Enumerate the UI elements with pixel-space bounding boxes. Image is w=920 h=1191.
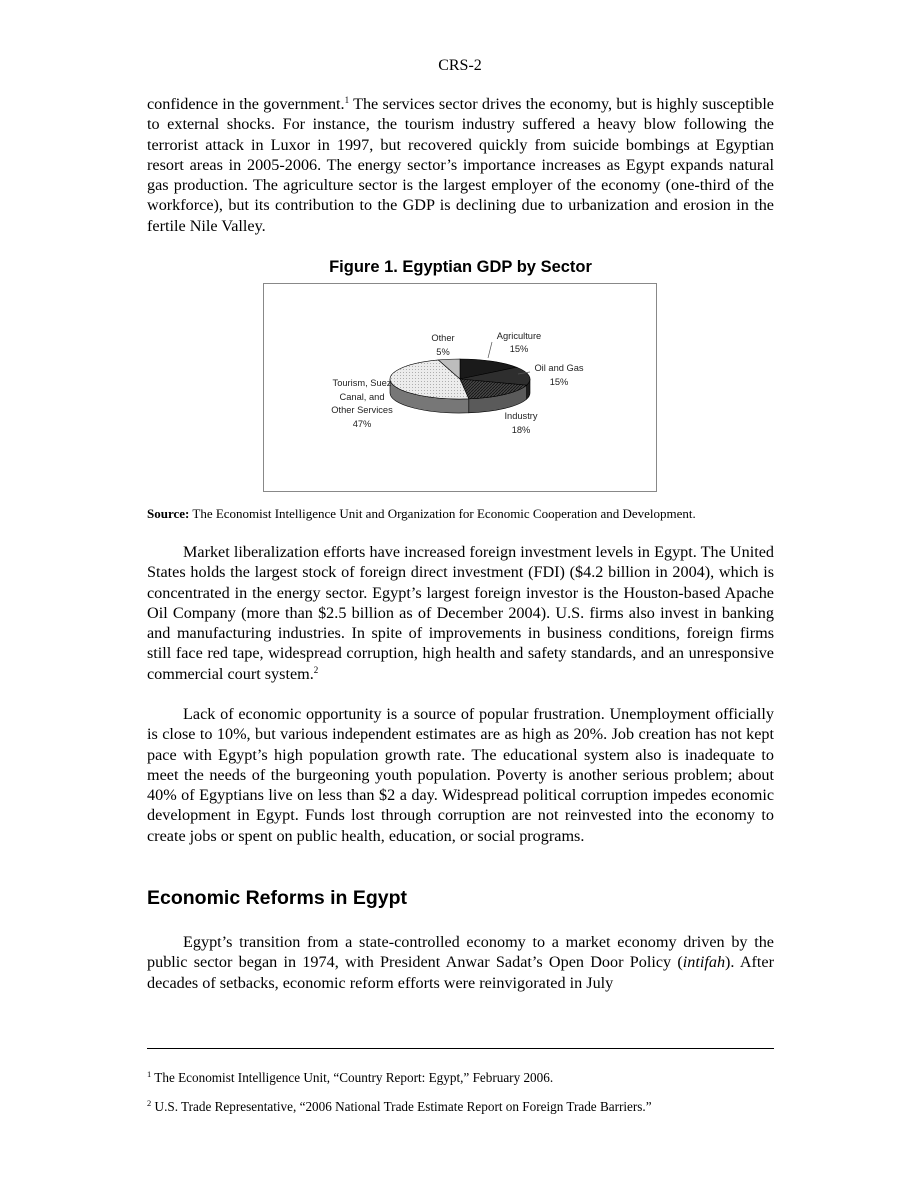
label-agriculture-name: Agriculture xyxy=(496,331,542,341)
paragraph-economic-opportunity: Lack of economic opportunity is a source of popular frustration. Unemployment officially is close to 10%, but various independent estimates are as high as 20%. Job creation has not kept pace with Egypt’s high population growth rate. The educational system also is inadequate to meet the needs of the burgeoning youth population. Poverty is another serious problem; about 40% of Egyptians live on less than $2 a day. Widespread political corruption impedes economic development in Egypt. Funds lost through corruption are not reinvested into the economy to create jobs or spent on public health, education, or social programs. xyxy=(147,705,774,845)
label-oil-gas-name: Oil and Gas xyxy=(534,363,584,373)
paragraph-text: Egypt’s transition from a state-controlled economy to a market economy driven by the public sector began in 1974, with President Anwar Sadat’s Open Door Policy ( xyxy=(147,933,774,972)
source-label: Source: xyxy=(147,506,190,521)
footnote-mark: 1 xyxy=(147,1069,152,1079)
paragraph-text: Market liberalization efforts have increased foreign investment levels in Egypt. The United States holds the largest stock of foreign direct investment (FDI) ($4.2 billion in 2004), which is concentrated in the energy sector. Egypt’s largest foreign investor is the Houston-based Apache Oil Company (more than $2.5 billion as of December 2004). U.S. firms also invest in banking and manufacturing industries. In spite of improvements in business conditions, foreign firms still face red tape, widespread corruption, high health and safety standards, and an unresponsive commercial court system. xyxy=(147,543,774,683)
source-text: The Economist Intelligence Unit and Organization for Economic Cooperation and Development. xyxy=(189,506,696,521)
label-agriculture-pct: 15% xyxy=(509,344,529,354)
figure-source xyxy=(147,506,787,522)
pie-slices xyxy=(390,359,530,413)
label-other-pct: 5% xyxy=(436,347,450,357)
footnote-text: The Economist Intelligence Unit, “Country Report: Egypt,” February 2006. xyxy=(151,1070,554,1085)
paragraph-text: The services sector drives the economy, but is highly susceptible to external shocks. For instance, the tourism industry suffered a heavy blow following the terrorist attack in Luxor in 1997, but recovered quickly from suicide bombings at Egyptian resort areas in 2005-2006. The energy sector’s importance increases as Egypt expands natural gas production. The agriculture sector is the largest employer of the economy (one-third of the workforce), but its contribution to the GDP is declining due to urbanization and erosion in the fertile Nile Valley. xyxy=(147,95,774,235)
gdp-pie-chart xyxy=(264,284,656,491)
footnote-2 xyxy=(147,1099,787,1115)
label-other-name: Other xyxy=(431,333,455,343)
label-tourism-pct: 47% xyxy=(352,419,372,429)
leader-line-agriculture xyxy=(488,342,492,358)
paragraph-economic-reforms xyxy=(147,932,774,993)
paragraph-italic-term: intifah xyxy=(682,953,726,972)
footnote-divider xyxy=(147,1048,774,1049)
footnote-ref-1[interactable]: 1 xyxy=(344,95,350,105)
section-heading: Economic Reforms in Egypt xyxy=(147,887,408,909)
pie-chart-frame xyxy=(263,283,657,492)
figure-title: Figure 1. Egyptian GDP by Sector xyxy=(329,258,592,276)
paragraph-market-liberalization xyxy=(147,542,774,684)
paragraph-text: confidence in the government. xyxy=(147,95,345,113)
footnote-mark: 2 xyxy=(147,1098,152,1108)
paragraph-services-sector xyxy=(147,94,774,236)
label-tourism-line2: Canal, and xyxy=(339,392,385,402)
label-tourism-line3: Other Services xyxy=(331,405,393,415)
label-industry-name: Industry xyxy=(504,411,538,421)
paragraph-text: ). After decades of setbacks, economic reform efforts were reinvigorated in July xyxy=(147,953,774,992)
label-oil-gas-pct: 15% xyxy=(549,377,569,387)
label-tourism-line1: Tourism, Suez xyxy=(332,378,392,388)
footnote-ref-2[interactable]: 2 xyxy=(313,664,319,675)
page-header: CRS-2 xyxy=(438,57,482,74)
footnote-1 xyxy=(147,1070,787,1086)
label-industry-pct: 18% xyxy=(511,425,531,435)
footnote-text: U.S. Trade Representative, “2006 National Trade Estimate Report on Foreign Trade Barriers.” xyxy=(151,1099,652,1114)
